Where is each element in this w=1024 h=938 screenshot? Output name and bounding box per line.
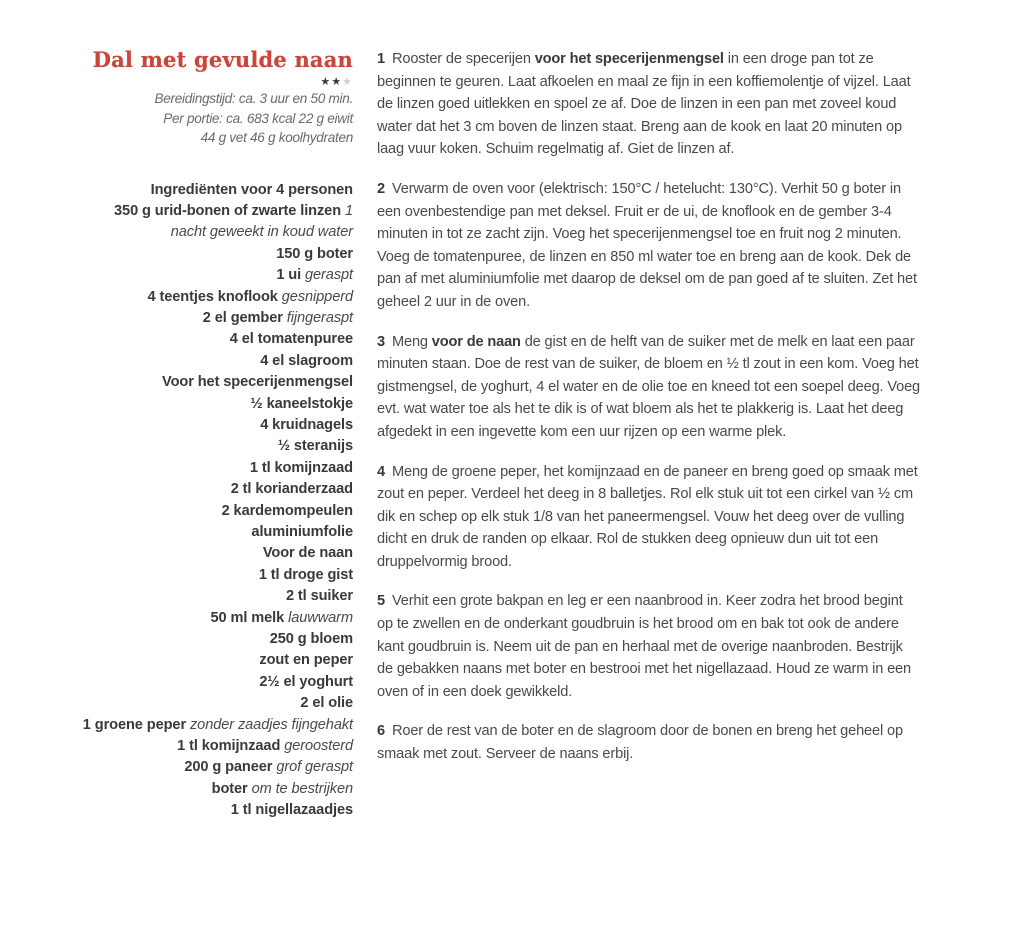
step-number: 5 [377, 593, 385, 610]
ingredient-item [20, 415, 353, 436]
ingredient-quantity: 4 teentjes knoflook [147, 288, 278, 305]
ingredient-note: om te bestrijken [247, 780, 353, 797]
ingredient-note: gesnipperd [277, 288, 353, 305]
ingredient-item [20, 650, 353, 671]
ingredient-item [20, 308, 353, 329]
step-text: Meng [391, 333, 432, 350]
ingredient-quantity: 250 g bloem [269, 631, 353, 648]
step-text: de gist en de helft van de suiker met de melk en laat een paar minuten staan. Doe de rest van de suiker, de bloem en ½ tl zout in een kom. Voeg het gistmengsel, de yoghurt, 4 el water en de olie toe en kneed tot een soepel deeg. Voeg evt. wat water toe als het te dik is of wat bloem als het te plakkerig is. Laat het deeg afgedekt in een ingevette kom een uur rijzen op een warme plek. [377, 333, 921, 440]
ingredient-quantity: 1 tl nigellazaadjes [230, 802, 353, 819]
ingredient-quantity: zout en peper [259, 652, 353, 669]
ingredient-quantity: boter [211, 780, 248, 797]
method-steps [377, 48, 922, 783]
ingredient-quantity: aluminiumfolie [251, 524, 353, 540]
recipe-meta [20, 89, 353, 148]
preparation-time: Bereidingstijd: ca. 3 uur en 50 min. [154, 91, 353, 106]
method-step [377, 461, 922, 574]
method-step [377, 331, 922, 444]
method-step [377, 720, 922, 765]
ingredient-quantity: 2 tl suiker [285, 588, 353, 605]
star-empty-icon: ★ [342, 75, 353, 88]
ingredient-quantity: 50 ml melk [210, 609, 285, 626]
step-text: in een droge pan tot ze beginnen te geuren. Laat afkoelen en maal ze fijn in een koffiemolentje of vijzel. Laat de linzen goed uitlekken en spoel ze af. Doe de linzen in een pan met zoveel koud water dat het 3 cm boven de linzen staat. Breng aan de kook en laat 20 minuten op laag vuur koken. Schuim regelmatig af. Giet de linzen af. [377, 51, 911, 158]
star-filled-icon: ★ [331, 75, 343, 88]
ingredient-quantity: 200 g paneer [184, 759, 273, 776]
nutrition-macros: 44 g vet 46 g koolhydraten [200, 130, 353, 145]
ingredient-item [20, 629, 353, 650]
ingredient-quantity: 1 tl droge gist [258, 566, 353, 583]
ingredient-note: grof geraspt [272, 759, 353, 776]
ingredient-item [20, 458, 353, 479]
ingredient-item [20, 222, 353, 243]
method-step [377, 590, 922, 703]
recipe-title: Dal met gevulde naan [92, 47, 353, 72]
ingredient-quantity: 2 tl korianderzaad [230, 481, 353, 498]
ingredient-item [20, 522, 353, 543]
step-number: 4 [377, 463, 385, 480]
ingredient-item [20, 565, 353, 586]
ingredient-quantity: 150 g boter [276, 245, 353, 262]
ingredient-item [20, 672, 353, 693]
ingredient-item [20, 736, 353, 757]
ingredient-item [20, 501, 353, 522]
ingredient-item [20, 757, 353, 778]
ingredient-item [20, 479, 353, 500]
recipe-sidebar [20, 46, 353, 822]
step-text: Rooster de specerijen [391, 51, 535, 67]
ingredient-item [20, 265, 353, 286]
step-emphasis: voor de naan [431, 333, 521, 350]
ingredient-item [20, 779, 353, 800]
ingredient-item [20, 800, 353, 821]
ingredient-quantity: 2 el gember [202, 309, 283, 326]
ingredient-item [20, 329, 353, 350]
ingredient-quantity: 350 g urid-bonen of zwarte linzen [114, 202, 342, 219]
ingredient-quantity: 4 el slagroom [260, 352, 353, 369]
ingredient-item [20, 244, 353, 265]
method-step [377, 48, 922, 161]
ingredient-note: fijngeraspt [282, 309, 353, 326]
step-number: 6 [377, 723, 385, 740]
ingredient-quantity: 1 ui [276, 267, 302, 284]
step-number: 1 [377, 51, 385, 67]
ingredient-item [20, 608, 353, 629]
ingredient-item [20, 394, 353, 415]
ingredient-quantity: 4 kruidnagels [260, 416, 353, 433]
nutrition-per-portion: Per portie: ca. 683 kcal 22 g eiwit [163, 110, 353, 126]
ingredient-note: lauwwarm [284, 609, 353, 626]
ingredient-item [20, 351, 353, 372]
ingredient-section-heading: Voor het specerijenmengsel [162, 374, 353, 391]
step-emphasis: voor het specerijenmengsel [534, 51, 724, 67]
ingredient-note: 1 [341, 202, 353, 219]
ingredient-quantity: ½ kaneelstokje [250, 395, 353, 412]
ingredient-quantity: ½ steranijs [277, 438, 353, 455]
ingredient-item [20, 201, 353, 222]
ingredient-note: zonder zaadjes fijngehakt [186, 716, 353, 733]
ingredient-item [20, 693, 353, 714]
step-text: Verhit een grote bakpan en leg er een naanbrood in. Keer zodra het brood begint op te zwellen en de onderkant goudbruin is het brood om en bak tot ook de andere kant goudbruin is. Neem uit de pan en herhaal met de overige naanbroden. Bestrijk de gebakken naans met boter en bestrooi met het nigellazaad. Houd ze warm in een oven of in een doek gewikkeld. [377, 593, 911, 700]
ingredient-quantity: 1 groene peper [82, 716, 187, 733]
ingredient-quantity: 2½ el yoghurt [259, 673, 353, 690]
ingredient-item [20, 287, 353, 308]
ingredient-note: nacht geweekt in koud water [170, 224, 353, 241]
ingredient-item [20, 715, 353, 736]
ingredient-item [20, 436, 353, 457]
step-text: Verwarm de oven voor (elektrisch: 150°C / hetelucht: 130°C). Verhit 50 g boter in een ovenbestendige pan met deksel. Fruit er de ui, de knoflook en de gember 3-4 minuten in tot ze zacht zijn. Voeg het specerijenmengsel toe en fruit nog 2 minuten. Voeg de tomatenpuree, de linzen en 850 ml water toe en breng aan de kook. Dek de pan af met aluminiumfolie met daarop de deksel om de pan goed af te sluiten. Zet het geheel 2 uur in de oven. [377, 180, 917, 310]
ingredient-section-heading: Ingrediënten voor 4 personen [150, 181, 353, 198]
star-filled-icon: ★ [320, 75, 332, 88]
step-text: Meng de groene peper, het komijnzaad en de paneer en breng goed op smaak met zout en peper. Verdeel het deeg in 8 balletjes. Rol elk stuk uit tot een cirkel van ½ cm dik en schep op elk stuk 1/8 van het paneermengsel. Vouw het deeg over de vulling dicht en druk de randen op elkaar. Rol de stukken deeg opnieuw dun uit tot een druppelvormig brood. [377, 463, 918, 570]
step-text: Roer de rest van de boter en de slagroom door de bonen en breng het geheel op smaak met zout. Serveer de naans erbij. [377, 723, 903, 763]
ingredient-note: geroosterd [280, 738, 353, 755]
method-step [377, 178, 922, 314]
ingredient-quantity: 2 el olie [300, 695, 353, 712]
step-number: 2 [377, 180, 385, 197]
ingredient-quantity: 1 tl komijnzaad [177, 738, 281, 755]
ingredient-quantity: 4 el tomatenpuree [229, 331, 353, 348]
step-number: 3 [377, 333, 385, 350]
difficulty-rating [20, 75, 353, 89]
ingredient-section-heading: Voor de naan [262, 545, 353, 562]
ingredient-note: geraspt [301, 267, 353, 284]
ingredient-list [20, 180, 353, 822]
ingredient-quantity: 2 kardemompeulen [221, 502, 353, 519]
ingredient-quantity: 1 tl komijnzaad [249, 459, 353, 476]
ingredient-item [20, 586, 353, 607]
